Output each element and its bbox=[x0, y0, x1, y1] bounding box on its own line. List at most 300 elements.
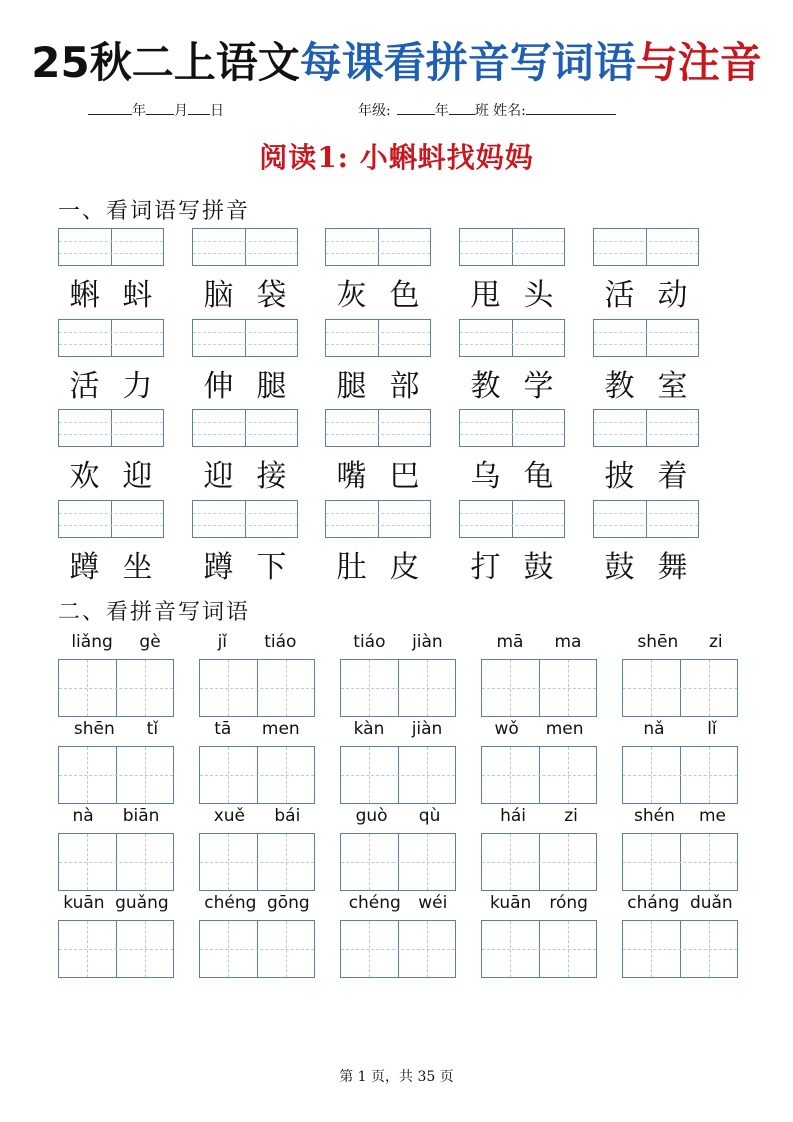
vocab-character: 灰 bbox=[336, 278, 367, 313]
pinyin-syllable: tiáo bbox=[353, 632, 386, 652]
vocab-character: 蚪 bbox=[122, 278, 153, 313]
pinyin-prompt bbox=[622, 806, 738, 826]
pinyin-prompt bbox=[622, 719, 738, 739]
grid-guide-line bbox=[341, 688, 455, 689]
pinyin-prompt bbox=[58, 806, 174, 826]
pinyin-answer-box[interactable] bbox=[459, 409, 565, 447]
grid-guide-line bbox=[482, 775, 596, 776]
pinyin-answer-box[interactable] bbox=[459, 228, 565, 266]
vocab-character: 嘴 bbox=[336, 459, 367, 494]
pinyin-guide-line bbox=[326, 253, 430, 254]
vocab-character: 下 bbox=[256, 550, 287, 585]
pinyin-syllable: tǐ bbox=[146, 719, 159, 739]
pinyin-guide-line bbox=[59, 434, 163, 435]
pinyin-guide-line bbox=[59, 422, 163, 423]
vocab-character: 舞 bbox=[657, 550, 688, 585]
pinyin-guide-line bbox=[193, 513, 297, 514]
grid-guide-line bbox=[427, 747, 428, 803]
grid-guide-line bbox=[482, 688, 596, 689]
grid-guide-line bbox=[200, 949, 314, 950]
pinyin-syllable: biān bbox=[122, 806, 160, 826]
pinyin-guide-line bbox=[594, 525, 698, 526]
pinyin-answer-box[interactable] bbox=[459, 500, 565, 538]
pinyin-prompt bbox=[199, 806, 315, 826]
pinyin-prompt bbox=[622, 632, 738, 652]
pinyin-syllable: shēn bbox=[73, 719, 115, 739]
pinyin-syllable: shén bbox=[634, 806, 675, 826]
character-writing-grid[interactable] bbox=[199, 920, 315, 978]
grid-guide-line bbox=[651, 747, 652, 803]
character-writing-grid[interactable] bbox=[58, 920, 174, 978]
vocab-character: 肚 bbox=[336, 550, 367, 585]
pinyin-box-left bbox=[594, 229, 647, 265]
pinyin-box-left bbox=[594, 501, 647, 537]
grid-guide-line bbox=[87, 660, 88, 716]
vocab-word bbox=[593, 270, 699, 314]
class-label: 班 bbox=[474, 103, 489, 119]
vocab-character: 蹲 bbox=[69, 550, 100, 585]
pinyin-answer-box[interactable] bbox=[58, 500, 164, 538]
pinyin-syllable: jiàn bbox=[411, 719, 443, 739]
pinyin-answer-box[interactable] bbox=[459, 319, 565, 357]
pinyin-prompt bbox=[58, 719, 174, 739]
grid-guide-line bbox=[709, 660, 710, 716]
grid-guide-line bbox=[709, 921, 710, 977]
grid-guide-line bbox=[200, 688, 314, 689]
pinyin-syllable: duǎn bbox=[689, 893, 733, 913]
vocab-character: 甩 bbox=[470, 278, 501, 313]
grid-guide-line bbox=[286, 660, 287, 716]
pinyin-guide-line bbox=[59, 253, 163, 254]
vocab-character: 室 bbox=[657, 369, 688, 404]
vocab-character: 坐 bbox=[122, 550, 153, 585]
pinyin-prompt bbox=[340, 893, 456, 913]
name-blank bbox=[526, 100, 616, 115]
grid-guide-line bbox=[623, 688, 737, 689]
day-label: 日 bbox=[210, 103, 224, 119]
character-writing-grid[interactable] bbox=[481, 833, 597, 891]
grid-guide-line bbox=[651, 660, 652, 716]
vocab-word bbox=[58, 451, 164, 495]
pinyin-guide-line bbox=[59, 525, 163, 526]
vocab-character: 皮 bbox=[389, 550, 420, 585]
name-label: 姓名: bbox=[493, 103, 526, 119]
title-part-2: 每课看拼音写词语 bbox=[299, 38, 636, 87]
pinyin-guide-line bbox=[594, 422, 698, 423]
pinyin-syllable: men bbox=[545, 719, 584, 739]
grid-guide-line bbox=[482, 862, 596, 863]
grid-guide-line bbox=[482, 949, 596, 950]
pinyin-box-left bbox=[193, 229, 246, 265]
pinyin-guide-line bbox=[594, 253, 698, 254]
vocab-character: 腿 bbox=[336, 369, 367, 404]
grid-guide-line bbox=[341, 949, 455, 950]
grid-guide-line bbox=[709, 747, 710, 803]
pinyin-guide-line bbox=[326, 241, 430, 242]
grid-guide-line bbox=[87, 747, 88, 803]
page-footer: 第 1 页，共 35 页 bbox=[339, 1069, 454, 1085]
vocab-character: 腿 bbox=[256, 369, 287, 404]
class-blank bbox=[449, 100, 475, 115]
pinyin-syllable: tā bbox=[214, 719, 232, 739]
character-writing-grid[interactable] bbox=[340, 833, 456, 891]
pinyin-syllable: zi bbox=[708, 632, 723, 652]
pinyin-answer-box[interactable] bbox=[58, 228, 164, 266]
pinyin-guide-line bbox=[460, 253, 564, 254]
pinyin-syllable: ma bbox=[554, 632, 582, 652]
grid-guide-line bbox=[568, 660, 569, 716]
pinyin-syllable: nǎ bbox=[643, 719, 665, 739]
character-writing-grid[interactable] bbox=[340, 746, 456, 804]
pinyin-prompt bbox=[199, 893, 315, 913]
pinyin-guide-line bbox=[59, 344, 163, 345]
pinyin-guide-line bbox=[460, 513, 564, 514]
date-line bbox=[88, 100, 224, 120]
character-writing-grid[interactable] bbox=[622, 746, 738, 804]
vocab-character: 迎 bbox=[122, 459, 153, 494]
pinyin-answer-box[interactable] bbox=[593, 409, 699, 447]
character-writing-grid[interactable] bbox=[58, 659, 174, 717]
pinyin-syllable: kuān bbox=[63, 893, 105, 913]
grid-guide-line bbox=[145, 660, 146, 716]
pinyin-guide-line bbox=[193, 332, 297, 333]
pinyin-syllable: wéi bbox=[418, 893, 448, 913]
grid-guide-line bbox=[200, 862, 314, 863]
grid-guide-line bbox=[510, 747, 511, 803]
vocab-word bbox=[325, 542, 431, 586]
grid-guide-line bbox=[568, 834, 569, 890]
pinyin-guide-line bbox=[59, 332, 163, 333]
pinyin-syllable: liǎng bbox=[71, 632, 113, 652]
title-part-3: 与注音 bbox=[635, 38, 762, 87]
pinyin-box-left bbox=[594, 320, 647, 356]
vocab-word bbox=[593, 542, 699, 586]
pinyin-syllable: guò bbox=[355, 806, 388, 826]
pinyin-guide-line bbox=[594, 513, 698, 514]
vocab-character: 部 bbox=[389, 369, 420, 404]
pinyin-syllable: men bbox=[261, 719, 300, 739]
pinyin-guide-line bbox=[460, 525, 564, 526]
vocab-word bbox=[593, 361, 699, 405]
pinyin-syllable: mā bbox=[496, 632, 524, 652]
pinyin-guide-line bbox=[326, 332, 430, 333]
vocab-character: 力 bbox=[122, 369, 153, 404]
grid-guide-line bbox=[568, 747, 569, 803]
pinyin-syllable: shēn bbox=[637, 632, 679, 652]
vocab-word bbox=[459, 542, 565, 586]
pinyin-syllable: guǎng bbox=[115, 893, 169, 913]
pinyin-syllable: tiáo bbox=[264, 632, 297, 652]
vocab-character: 脑 bbox=[203, 278, 234, 313]
grid-guide-line bbox=[341, 862, 455, 863]
pinyin-prompt bbox=[199, 719, 315, 739]
pinyin-guide-line bbox=[193, 434, 297, 435]
grid-guide-line bbox=[228, 660, 229, 716]
vocab-character: 动 bbox=[657, 278, 688, 313]
vocab-character: 头 bbox=[523, 278, 554, 313]
character-writing-grid[interactable] bbox=[340, 920, 456, 978]
vocab-word bbox=[192, 451, 298, 495]
pinyin-prompt bbox=[340, 806, 456, 826]
grid-guide-line bbox=[709, 834, 710, 890]
pinyin-prompt bbox=[58, 893, 174, 913]
pinyin-box-left bbox=[326, 320, 379, 356]
pinyin-prompt bbox=[58, 632, 174, 652]
grid-guide-line bbox=[369, 834, 370, 890]
pinyin-syllable: zi bbox=[564, 806, 578, 826]
pinyin-box-left bbox=[193, 410, 246, 446]
vocab-character: 教 bbox=[470, 369, 501, 404]
grid-guide-line bbox=[623, 775, 737, 776]
vocab-word bbox=[58, 270, 164, 314]
pinyin-prompt bbox=[481, 719, 597, 739]
pinyin-answer-box[interactable] bbox=[192, 409, 298, 447]
pinyin-box-left bbox=[594, 410, 647, 446]
pinyin-prompt bbox=[481, 806, 597, 826]
pinyin-syllable: chéng bbox=[204, 893, 257, 913]
character-writing-grid[interactable] bbox=[622, 659, 738, 717]
pinyin-guide-line bbox=[326, 422, 430, 423]
pinyin-prompt bbox=[340, 719, 456, 739]
grid-guide-line bbox=[286, 921, 287, 977]
pinyin-prompt bbox=[622, 893, 738, 913]
pinyin-guide-line bbox=[193, 344, 297, 345]
grid-guide-line bbox=[228, 834, 229, 890]
vocab-character: 伸 bbox=[203, 369, 234, 404]
vocab-word bbox=[325, 270, 431, 314]
pinyin-syllable: kàn bbox=[353, 719, 385, 739]
pinyin-box-left bbox=[59, 320, 112, 356]
pinyin-answer-box[interactable] bbox=[58, 319, 164, 357]
grid-guide-line bbox=[200, 775, 314, 776]
pinyin-answer-box[interactable] bbox=[325, 500, 431, 538]
pinyin-syllable: gōng bbox=[266, 893, 310, 913]
character-writing-grid[interactable] bbox=[199, 746, 315, 804]
pinyin-answer-box[interactable] bbox=[325, 409, 431, 447]
grid-guide-line bbox=[427, 921, 428, 977]
pinyin-prompt bbox=[481, 893, 597, 913]
pinyin-syllable: cháng bbox=[627, 893, 680, 913]
title-part-1: 25秋二上语文 bbox=[31, 38, 300, 87]
grid-guide-line bbox=[59, 949, 173, 950]
lesson-title: 阅读1: 小蝌蚪找妈妈 bbox=[259, 141, 534, 174]
grid-guide-line bbox=[59, 688, 173, 689]
pinyin-answer-box[interactable] bbox=[192, 228, 298, 266]
vocab-word bbox=[192, 542, 298, 586]
pinyin-guide-line bbox=[594, 344, 698, 345]
section2-heading: 二、看拼音写词语 bbox=[58, 600, 251, 625]
character-writing-grid[interactable] bbox=[622, 920, 738, 978]
pinyin-answer-box[interactable] bbox=[593, 319, 699, 357]
pinyin-box-left bbox=[59, 410, 112, 446]
character-writing-grid[interactable] bbox=[58, 746, 174, 804]
character-writing-grid[interactable] bbox=[481, 746, 597, 804]
grid-guide-line bbox=[341, 775, 455, 776]
month-blank bbox=[146, 100, 174, 115]
pinyin-answer-box[interactable] bbox=[593, 228, 699, 266]
grid-guide-line bbox=[369, 660, 370, 716]
year-blank bbox=[88, 100, 132, 115]
pinyin-prompt bbox=[340, 632, 456, 652]
vocab-word bbox=[459, 270, 565, 314]
vocab-character: 欢 bbox=[69, 459, 100, 494]
grid-guide-line bbox=[369, 747, 370, 803]
grid-guide-line bbox=[623, 949, 737, 950]
pinyin-syllable: hái bbox=[500, 806, 527, 826]
pinyin-answer-box[interactable] bbox=[192, 500, 298, 538]
grid-guide-line bbox=[427, 834, 428, 890]
character-writing-grid[interactable] bbox=[58, 833, 174, 891]
vocab-character: 打 bbox=[470, 550, 501, 585]
grid-guide-line bbox=[145, 834, 146, 890]
month-label: 月 bbox=[174, 103, 188, 119]
pinyin-syllable: jǐ bbox=[217, 632, 228, 652]
vocab-word bbox=[459, 451, 565, 495]
grid-guide-line bbox=[87, 921, 88, 977]
pinyin-prompt bbox=[199, 632, 315, 652]
pinyin-syllable: bái bbox=[274, 806, 301, 826]
character-writing-grid[interactable] bbox=[199, 833, 315, 891]
vocab-word bbox=[58, 542, 164, 586]
vocab-character: 蹲 bbox=[203, 550, 234, 585]
pinyin-guide-line bbox=[594, 434, 698, 435]
grid-guide-line bbox=[228, 747, 229, 803]
pinyin-answer-box[interactable] bbox=[192, 319, 298, 357]
pinyin-guide-line bbox=[326, 434, 430, 435]
grid-guide-line bbox=[228, 921, 229, 977]
vocab-word bbox=[593, 451, 699, 495]
vocab-word bbox=[325, 361, 431, 405]
vocab-word bbox=[192, 270, 298, 314]
vocab-character: 教 bbox=[604, 369, 635, 404]
pinyin-box-left bbox=[460, 410, 513, 446]
pinyin-answer-box[interactable] bbox=[325, 319, 431, 357]
vocab-character: 乌 bbox=[470, 459, 501, 494]
vocab-character: 活 bbox=[604, 278, 635, 313]
character-writing-grid[interactable] bbox=[622, 833, 738, 891]
pinyin-syllable: chéng bbox=[348, 893, 401, 913]
day-blank bbox=[188, 100, 210, 115]
pinyin-answer-box[interactable] bbox=[58, 409, 164, 447]
pinyin-syllable: wǒ bbox=[494, 719, 519, 739]
pinyin-syllable: kuān bbox=[490, 893, 532, 913]
pinyin-guide-line bbox=[460, 241, 564, 242]
pinyin-guide-line bbox=[193, 253, 297, 254]
pinyin-guide-line bbox=[193, 525, 297, 526]
pinyin-prompt bbox=[481, 632, 597, 652]
pinyin-box-left bbox=[193, 320, 246, 356]
grid-guide-line bbox=[510, 921, 511, 977]
pinyin-guide-line bbox=[594, 241, 698, 242]
vocab-character: 活 bbox=[69, 369, 100, 404]
pinyin-box-left bbox=[326, 410, 379, 446]
character-writing-grid[interactable] bbox=[481, 920, 597, 978]
grid-guide-line bbox=[59, 775, 173, 776]
pinyin-guide-line bbox=[460, 434, 564, 435]
grid-guide-line bbox=[286, 834, 287, 890]
character-writing-grid[interactable] bbox=[481, 659, 597, 717]
grid-guide-line bbox=[510, 834, 511, 890]
grid-guide-line bbox=[59, 862, 173, 863]
vocab-character: 学 bbox=[523, 369, 554, 404]
vocab-character: 接 bbox=[256, 459, 287, 494]
pinyin-box-left bbox=[59, 501, 112, 537]
pinyin-guide-line bbox=[594, 332, 698, 333]
grid-guide-line bbox=[87, 834, 88, 890]
pinyin-box-left bbox=[59, 229, 112, 265]
pinyin-box-left bbox=[460, 501, 513, 537]
year-label: 年 bbox=[132, 103, 146, 119]
vocab-character: 袋 bbox=[256, 278, 287, 313]
grid-guide-line bbox=[286, 747, 287, 803]
grid-guide-line bbox=[623, 862, 737, 863]
vocab-character: 着 bbox=[657, 459, 688, 494]
vocab-character: 色 bbox=[389, 278, 420, 313]
pinyin-guide-line bbox=[326, 525, 430, 526]
grade-unit: 年 bbox=[434, 103, 449, 119]
character-writing-grid[interactable] bbox=[199, 659, 315, 717]
pinyin-syllable: róng bbox=[549, 893, 588, 913]
grid-guide-line bbox=[145, 921, 146, 977]
vocab-character: 鼓 bbox=[523, 550, 554, 585]
pinyin-syllable: nà bbox=[72, 806, 94, 826]
pinyin-answer-box[interactable] bbox=[325, 228, 431, 266]
student-info-line bbox=[358, 100, 616, 120]
vocab-character: 鼓 bbox=[604, 550, 635, 585]
vocab-word bbox=[459, 361, 565, 405]
section1-heading: 一、看词语写拼音 bbox=[58, 199, 251, 224]
document-title bbox=[0, 30, 793, 90]
pinyin-guide-line bbox=[326, 344, 430, 345]
vocab-word bbox=[58, 361, 164, 405]
grid-guide-line bbox=[145, 747, 146, 803]
grid-guide-line bbox=[427, 660, 428, 716]
pinyin-box-left bbox=[460, 229, 513, 265]
pinyin-guide-line bbox=[460, 344, 564, 345]
grid-guide-line bbox=[651, 834, 652, 890]
pinyin-guide-line bbox=[460, 332, 564, 333]
pinyin-box-left bbox=[460, 320, 513, 356]
pinyin-answer-box[interactable] bbox=[593, 500, 699, 538]
pinyin-guide-line bbox=[193, 422, 297, 423]
pinyin-box-left bbox=[193, 501, 246, 537]
pinyin-syllable: me bbox=[698, 806, 726, 826]
vocab-character: 迎 bbox=[203, 459, 234, 494]
vocab-word bbox=[192, 361, 298, 405]
vocab-character: 巴 bbox=[389, 459, 420, 494]
grid-guide-line bbox=[510, 660, 511, 716]
pinyin-syllable: qù bbox=[418, 806, 441, 826]
vocab-word bbox=[325, 451, 431, 495]
vocab-character: 龟 bbox=[523, 459, 554, 494]
grade-label: 年级: bbox=[358, 103, 391, 119]
pinyin-box-left bbox=[326, 501, 379, 537]
vocab-character: 披 bbox=[604, 459, 635, 494]
pinyin-guide-line bbox=[326, 513, 430, 514]
pinyin-syllable: gè bbox=[139, 632, 161, 652]
pinyin-syllable: xuě bbox=[213, 806, 245, 826]
pinyin-guide-line bbox=[59, 241, 163, 242]
grid-guide-line bbox=[651, 921, 652, 977]
vocab-character: 蝌 bbox=[69, 278, 100, 313]
pinyin-syllable: lǐ bbox=[707, 719, 717, 739]
pinyin-guide-line bbox=[460, 422, 564, 423]
character-writing-grid[interactable] bbox=[340, 659, 456, 717]
pinyin-guide-line bbox=[59, 513, 163, 514]
pinyin-box-left bbox=[326, 229, 379, 265]
grid-guide-line bbox=[369, 921, 370, 977]
pinyin-syllable: jiàn bbox=[412, 632, 443, 652]
